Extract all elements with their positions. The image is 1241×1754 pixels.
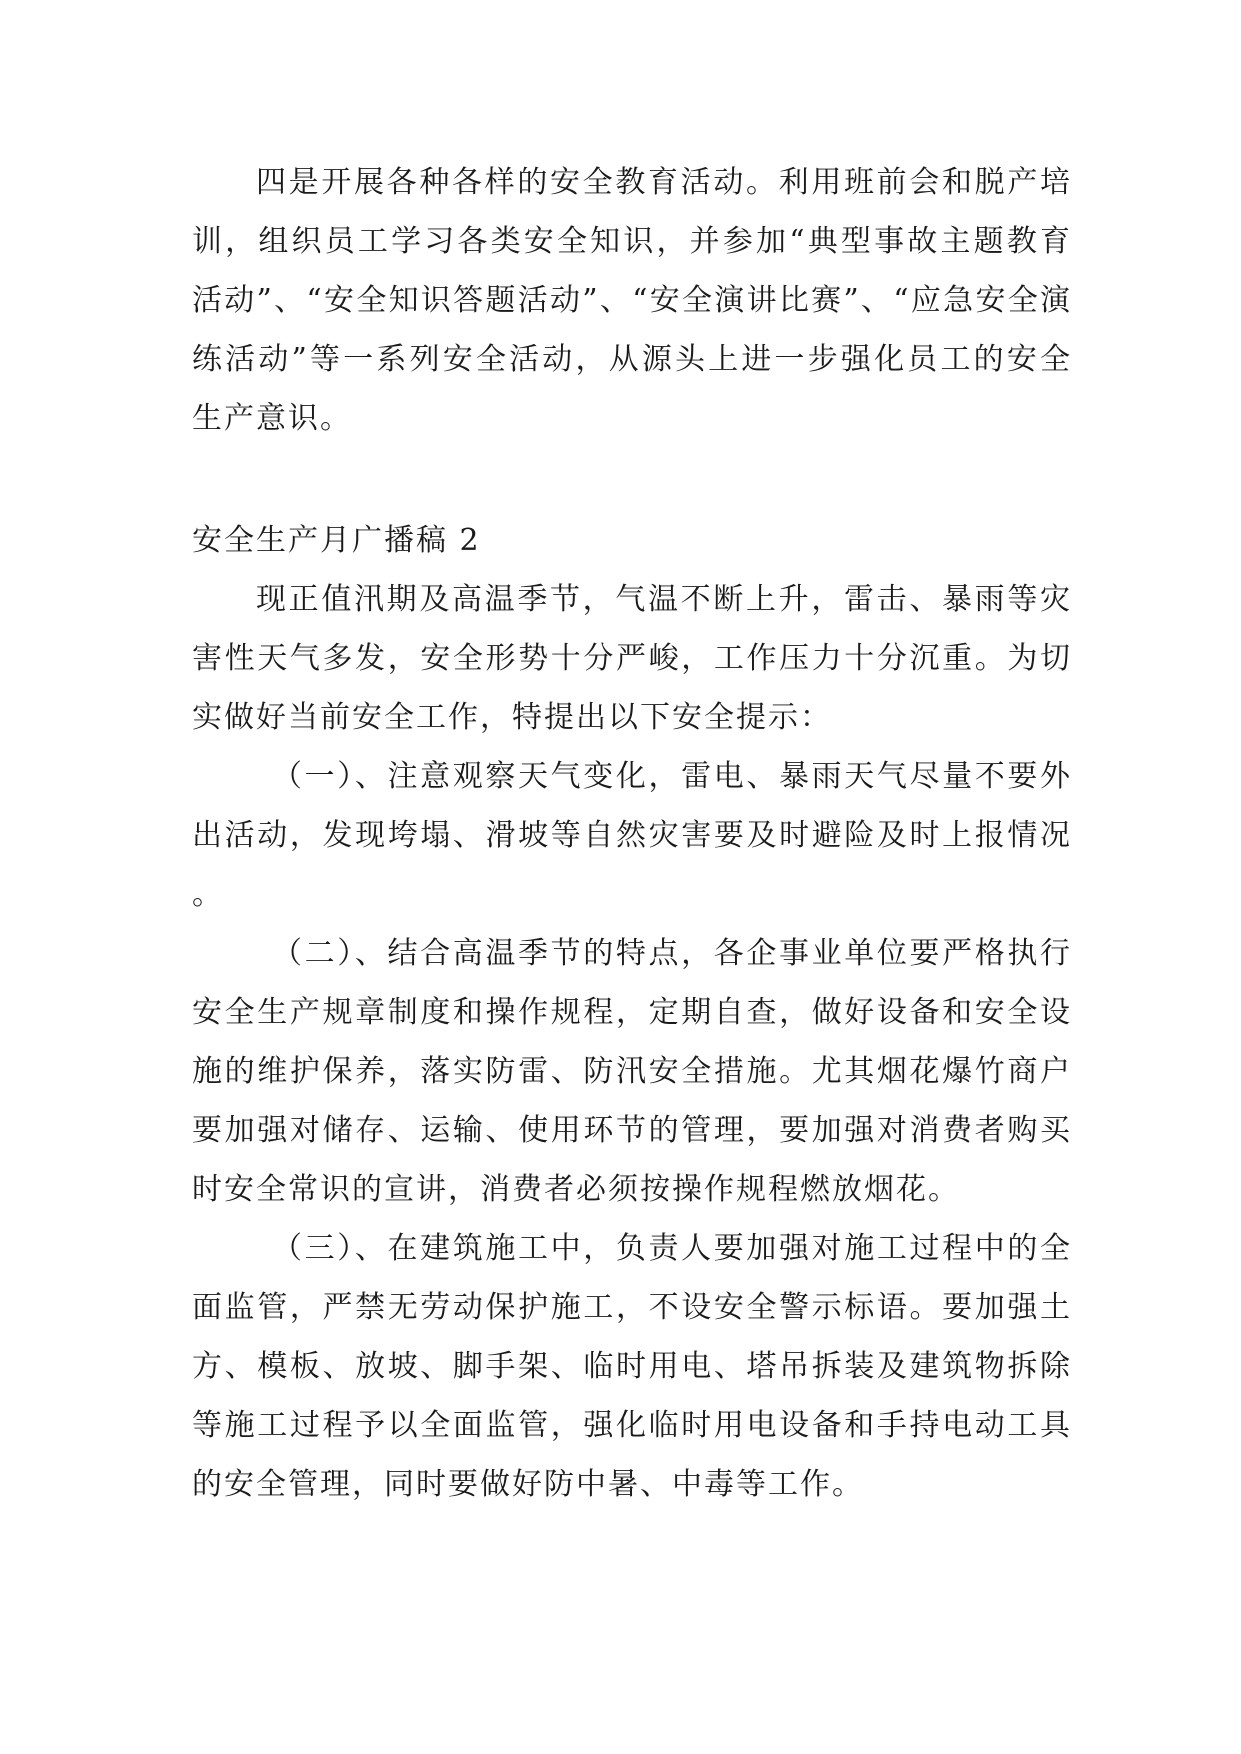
paragraph-item-3: （三）、在建筑施工中，负责人要加强对施工过程中的全面监管，严禁无劳动保护施工，不设安全警示标语。要加强土方、模板、放坡、脚手架、临时用电、塔吊拆装及建筑物拆除等施工过程予以全面监管，强化临时用电设备和手持电动工具的安全管理，同时要做好防中暑、中毒等工作。 [192,1231,1072,1502]
section-education-activities [192,153,1072,448]
section-broadcast-2 [192,511,1072,1514]
section-heading: 安全生产月广播稿 2 [192,523,481,558]
paragraph-education-activities: 四是开展各种各样的安全教育活动。利用班前会和脱产培训，组织员工学习各类安全知识，并参加“典型事故主题教育活动”、“安全知识答题活动”、“安全演讲比赛”、“应急安全演练活动”等一系列安全活动，从源头上进一步强化员工的安全生产意识。 [192,165,1072,436]
paragraph-intro: 现正值汛期及高温季节，气温不断上升，雷击、暴雨等灾害性天气多发，安全形势十分严峻，工作压力十分沉重。为切实做好当前安全工作，特提出以下安全提示： [192,582,1072,735]
paragraph-item-2: （二）、结合高温季节的特点，各企事业单位要严格执行安全生产规章制度和操作规程，定期自查，做好设备和安全设施的维护保养，落实防雷、防汛安全措施。尤其烟花爆竹商户要加强对储存、运输、使用环节的管理，要加强对消费者购买时安全常识的宣讲，消费者必须按操作规程燃放烟花。 [192,936,1072,1207]
paragraph-item-1: （一）、注意观察天气变化，雷电、暴雨天气尽量不要外出活动，发现垮塌、滑坡等自然灾害要及时避险及时上报情况 。 [192,759,1072,912]
